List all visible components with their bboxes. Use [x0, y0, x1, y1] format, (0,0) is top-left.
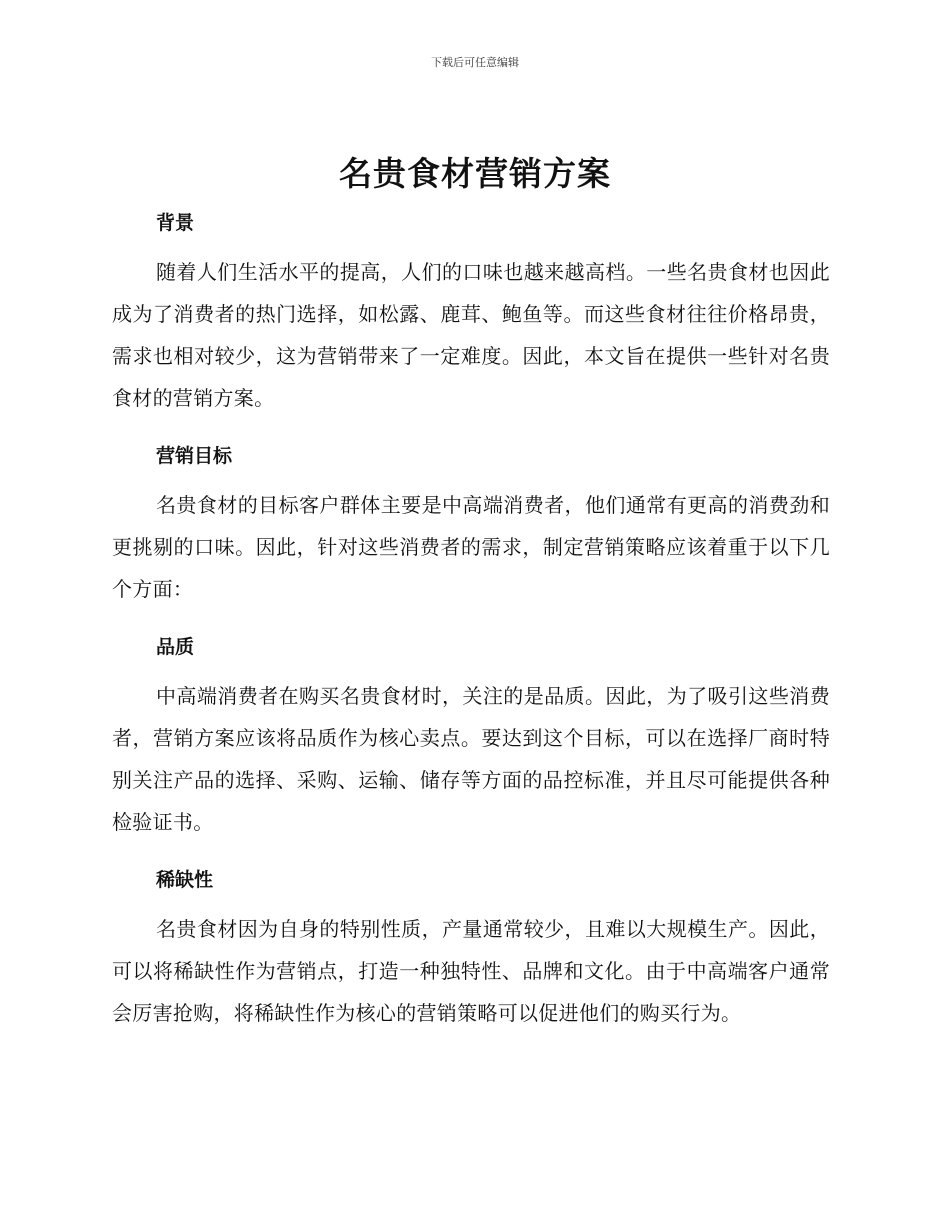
- section-paragraph-background: 随着人们生活水平的提高，人们的口味也越来越高档。一些名贵食材也因此成为了消费者的热门选择，如松露、鹿茸、鲍鱼等。而这些食材往往价格昂贵，需求也相对较少，这为营销带来了一定难度。因此，本文旨在提供一些针对名贵食材的营销方案。: [112, 260, 830, 410]
- page-header-note: 下载后可任意编辑: [431, 56, 519, 69]
- section-paragraph-scarcity: 名贵食材因为自身的特别性质，产量通常较少，且难以大规模生产。因此，可以将稀缺性作为营销点，打造一种独特性、品牌和文化。由于中高端客户通常会厉害抢购，将稀缺性作为核心的营销策略可以促进他们的购买行为。: [112, 917, 830, 1025]
- document-body: [112, 198, 830, 1058]
- document-title: 名贵食材营销方案: [339, 154, 611, 193]
- section-heading-quality: 品质: [156, 636, 195, 658]
- section-paragraph-marketing-goals: 名贵食材的目标客户群体主要是中高端消费者，他们通常有更高的消费劲和更挑剔的口味。因此，针对这些消费者的需求，制定营销策略应该着重于以下几个方面：: [112, 493, 830, 601]
- section-heading-marketing-goals: 营销目标: [156, 445, 233, 467]
- section-paragraph-quality: 中高端消费者在购买名贵食材时，关注的是品质。因此，为了吸引这些消费者，营销方案应该将品质作为核心卖点。要达到这个目标，可以在选择厂商时特别关注产品的选择、采购、运输、储存等方面的品控标准，并且尽可能提供各种检验证书。: [112, 684, 830, 834]
- section-heading-background: 背景: [156, 212, 195, 234]
- section-heading-scarcity: 稀缺性: [156, 869, 214, 891]
